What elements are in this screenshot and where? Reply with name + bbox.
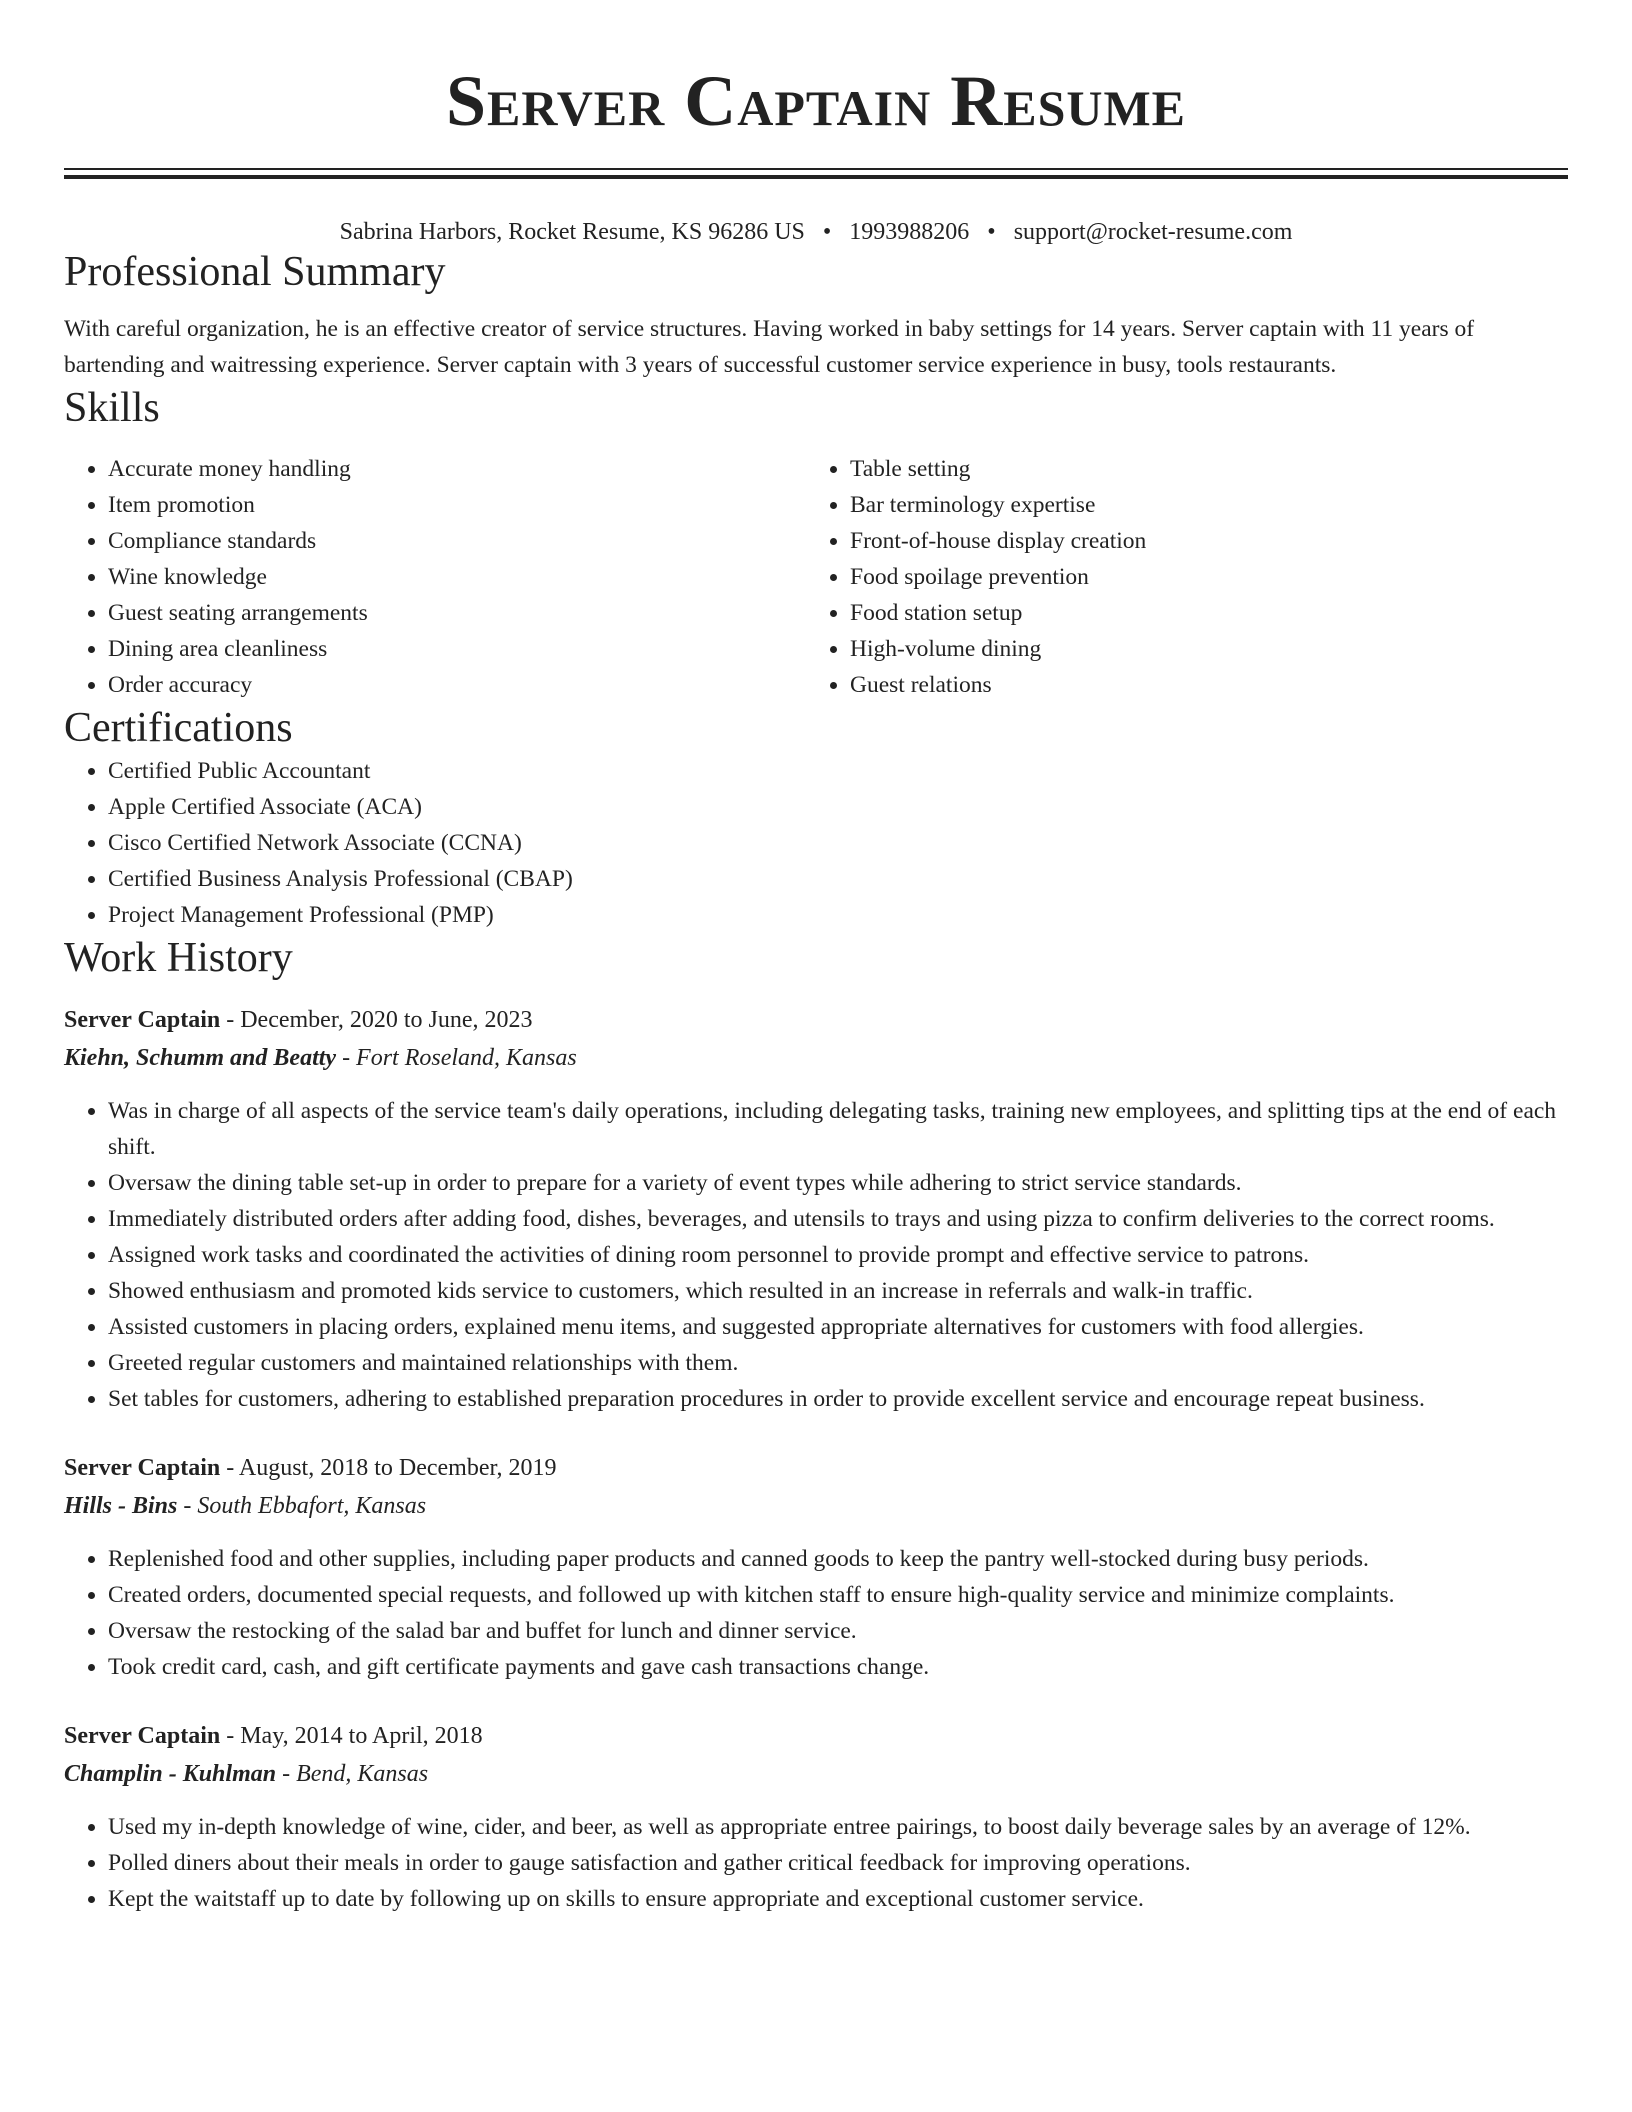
job-dates: - December, 2020 to June, 2023 <box>220 1007 533 1033</box>
skill-item: • Table setting <box>850 451 1548 487</box>
skill-item: • Food station setup <box>850 595 1548 631</box>
job-entry <box>64 1717 1568 1917</box>
resume-title: Server Captain Resume <box>445 61 1187 141</box>
job-bullet: • Kept the waitstaff up to date by following up on skills to ensure appropriate and exceptional customer service. <box>108 1881 1568 1917</box>
job-entry <box>64 1449 1568 1685</box>
job-bullet: • Showed enthusiasm and promoted kids service to customers, which resulted in an increase in referrals and walk-in traffic. <box>108 1273 1568 1309</box>
job-header <box>64 1449 1568 1487</box>
job-bullets <box>64 1093 1568 1417</box>
summary-heading: Professional Summary <box>64 249 446 295</box>
job-company-line <box>64 1755 1568 1793</box>
job-title: Server Captain <box>64 1723 221 1749</box>
job-bullet: • Immediately distributed orders after adding food, dishes, beverages, and utensils to trays and using pizza to confirm deliveries to the correct rooms. <box>108 1201 1568 1237</box>
job-bullet: • Created orders, documented special requests, and followed up with kitchen staff to ensure high-quality service and minimize complaints. <box>108 1577 1568 1613</box>
job-location: - Fort Roseland, Kansas <box>336 1045 577 1071</box>
job-company: Hills - Bins <box>64 1493 178 1519</box>
skill-item: • Item promotion <box>108 487 806 523</box>
job-location: - South Ebbafort, Kansas <box>177 1493 427 1519</box>
job-bullet: • Greeted regular customers and maintained relationships with them. <box>108 1345 1568 1381</box>
job-dates: - May, 2014 to April, 2018 <box>220 1723 483 1749</box>
skills-heading: Skills <box>64 385 160 431</box>
skill-item: • Accurate money handling <box>108 451 806 487</box>
job-header <box>64 1001 1568 1039</box>
job-title: Server Captain <box>64 1455 221 1481</box>
job-bullet: • Took credit card, cash, and gift certificate payments and gave cash transactions change. <box>108 1649 1568 1685</box>
skill-item: • Bar terminology expertise <box>850 487 1548 523</box>
contact-address: Sabrina Harbors, Rocket Resume, KS 96286 US <box>339 219 805 245</box>
job-bullet: • Set tables for customers, adhering to established preparation procedures in order to provide excellent service and encourage repeat business. <box>108 1381 1568 1417</box>
certification-item: • Certified Business Analysis Professional (CBAP) <box>108 861 1568 897</box>
certification-item: • Cisco Certified Network Associate (CCNA) <box>108 825 1568 861</box>
skills-grid <box>64 451 1568 703</box>
job-company: Kiehn, Schumm and Beatty <box>64 1045 337 1071</box>
job-bullet: • Assisted customers in placing orders, explained menu items, and suggested appropriate alternatives for customers with food allergies. <box>108 1309 1568 1345</box>
job-title: Server Captain <box>64 1007 221 1033</box>
job-entry <box>64 1001 1568 1417</box>
skill-item: • Dining area cleanliness <box>108 631 806 667</box>
skill-item: • Guest seating arrangements <box>108 595 806 631</box>
skills-column-right <box>806 451 1548 703</box>
job-bullet: • Oversaw the restocking of the salad bar and buffet for lunch and dinner service. <box>108 1613 1568 1649</box>
certification-item: • Apple Certified Associate (ACA) <box>108 789 1568 825</box>
title-divider <box>64 168 1568 179</box>
contact-phone: 1993988206 <box>849 219 970 245</box>
skill-item: • High-volume dining <box>850 631 1548 667</box>
skill-item: • Wine knowledge <box>108 559 806 595</box>
contact-email: support@rocket-resume.com <box>1013 219 1293 245</box>
job-bullets <box>64 1809 1568 1917</box>
certification-item: • Certified Public Accountant <box>108 753 1568 789</box>
certifications-heading: Certifications <box>64 705 293 751</box>
contact-line <box>64 217 1568 247</box>
resume-page <box>64 0 1568 1917</box>
contact-separator: • <box>987 219 996 245</box>
job-bullet: • Replenished food and other supplies, including paper products and canned goods to keep the pantry well-stocked during busy periods. <box>108 1541 1568 1577</box>
skill-item: • Guest relations <box>850 667 1548 703</box>
skills-column-left <box>64 451 806 703</box>
certifications-list <box>64 753 1568 933</box>
job-bullet: • Polled diners about their meals in order to gauge satisfaction and gather critical feedback for improving operations. <box>108 1845 1568 1881</box>
job-company-line <box>64 1487 1568 1525</box>
work-history-heading: Work History <box>64 935 293 981</box>
summary-text: With careful organization, he is an effective creator of service structures. Having worked in baby settings for 14 years. Server captain with 11 years of bartending and waitressing experience. Server captain with 3 years of successful customer service experience in busy, tools restaurants. <box>64 316 1475 378</box>
certification-item: • Project Management Professional (PMP) <box>108 897 1568 933</box>
job-bullets <box>64 1541 1568 1685</box>
skill-item: • Front-of-house display creation <box>850 523 1548 559</box>
job-company-line <box>64 1039 1568 1077</box>
job-bullet: • Used my in-depth knowledge of wine, cider, and beer, as well as appropriate entree pairings, to boost daily beverage sales by an average of 12%. <box>108 1809 1568 1845</box>
skill-item: • Order accuracy <box>108 667 806 703</box>
contact-separator: • <box>822 219 832 245</box>
job-header <box>64 1717 1568 1755</box>
job-bullet: • Assigned work tasks and coordinated the activities of dining room personnel to provide prompt and effective service to patrons. <box>108 1237 1568 1273</box>
skill-item: • Food spoilage prevention <box>850 559 1548 595</box>
job-company: Champlin - Kuhlman <box>64 1761 277 1787</box>
job-bullet: • Oversaw the dining table set-up in order to prepare for a variety of event types while adhering to strict service standards. <box>108 1165 1568 1201</box>
job-location: - Bend, Kansas <box>276 1761 429 1787</box>
job-dates: - August, 2018 to December, 2019 <box>220 1455 557 1481</box>
skill-item: • Compliance standards <box>108 523 806 559</box>
job-bullet: • Was in charge of all aspects of the service team's daily operations, including delegating tasks, training new employees, and splitting tips at the end of each shift. <box>108 1093 1568 1165</box>
